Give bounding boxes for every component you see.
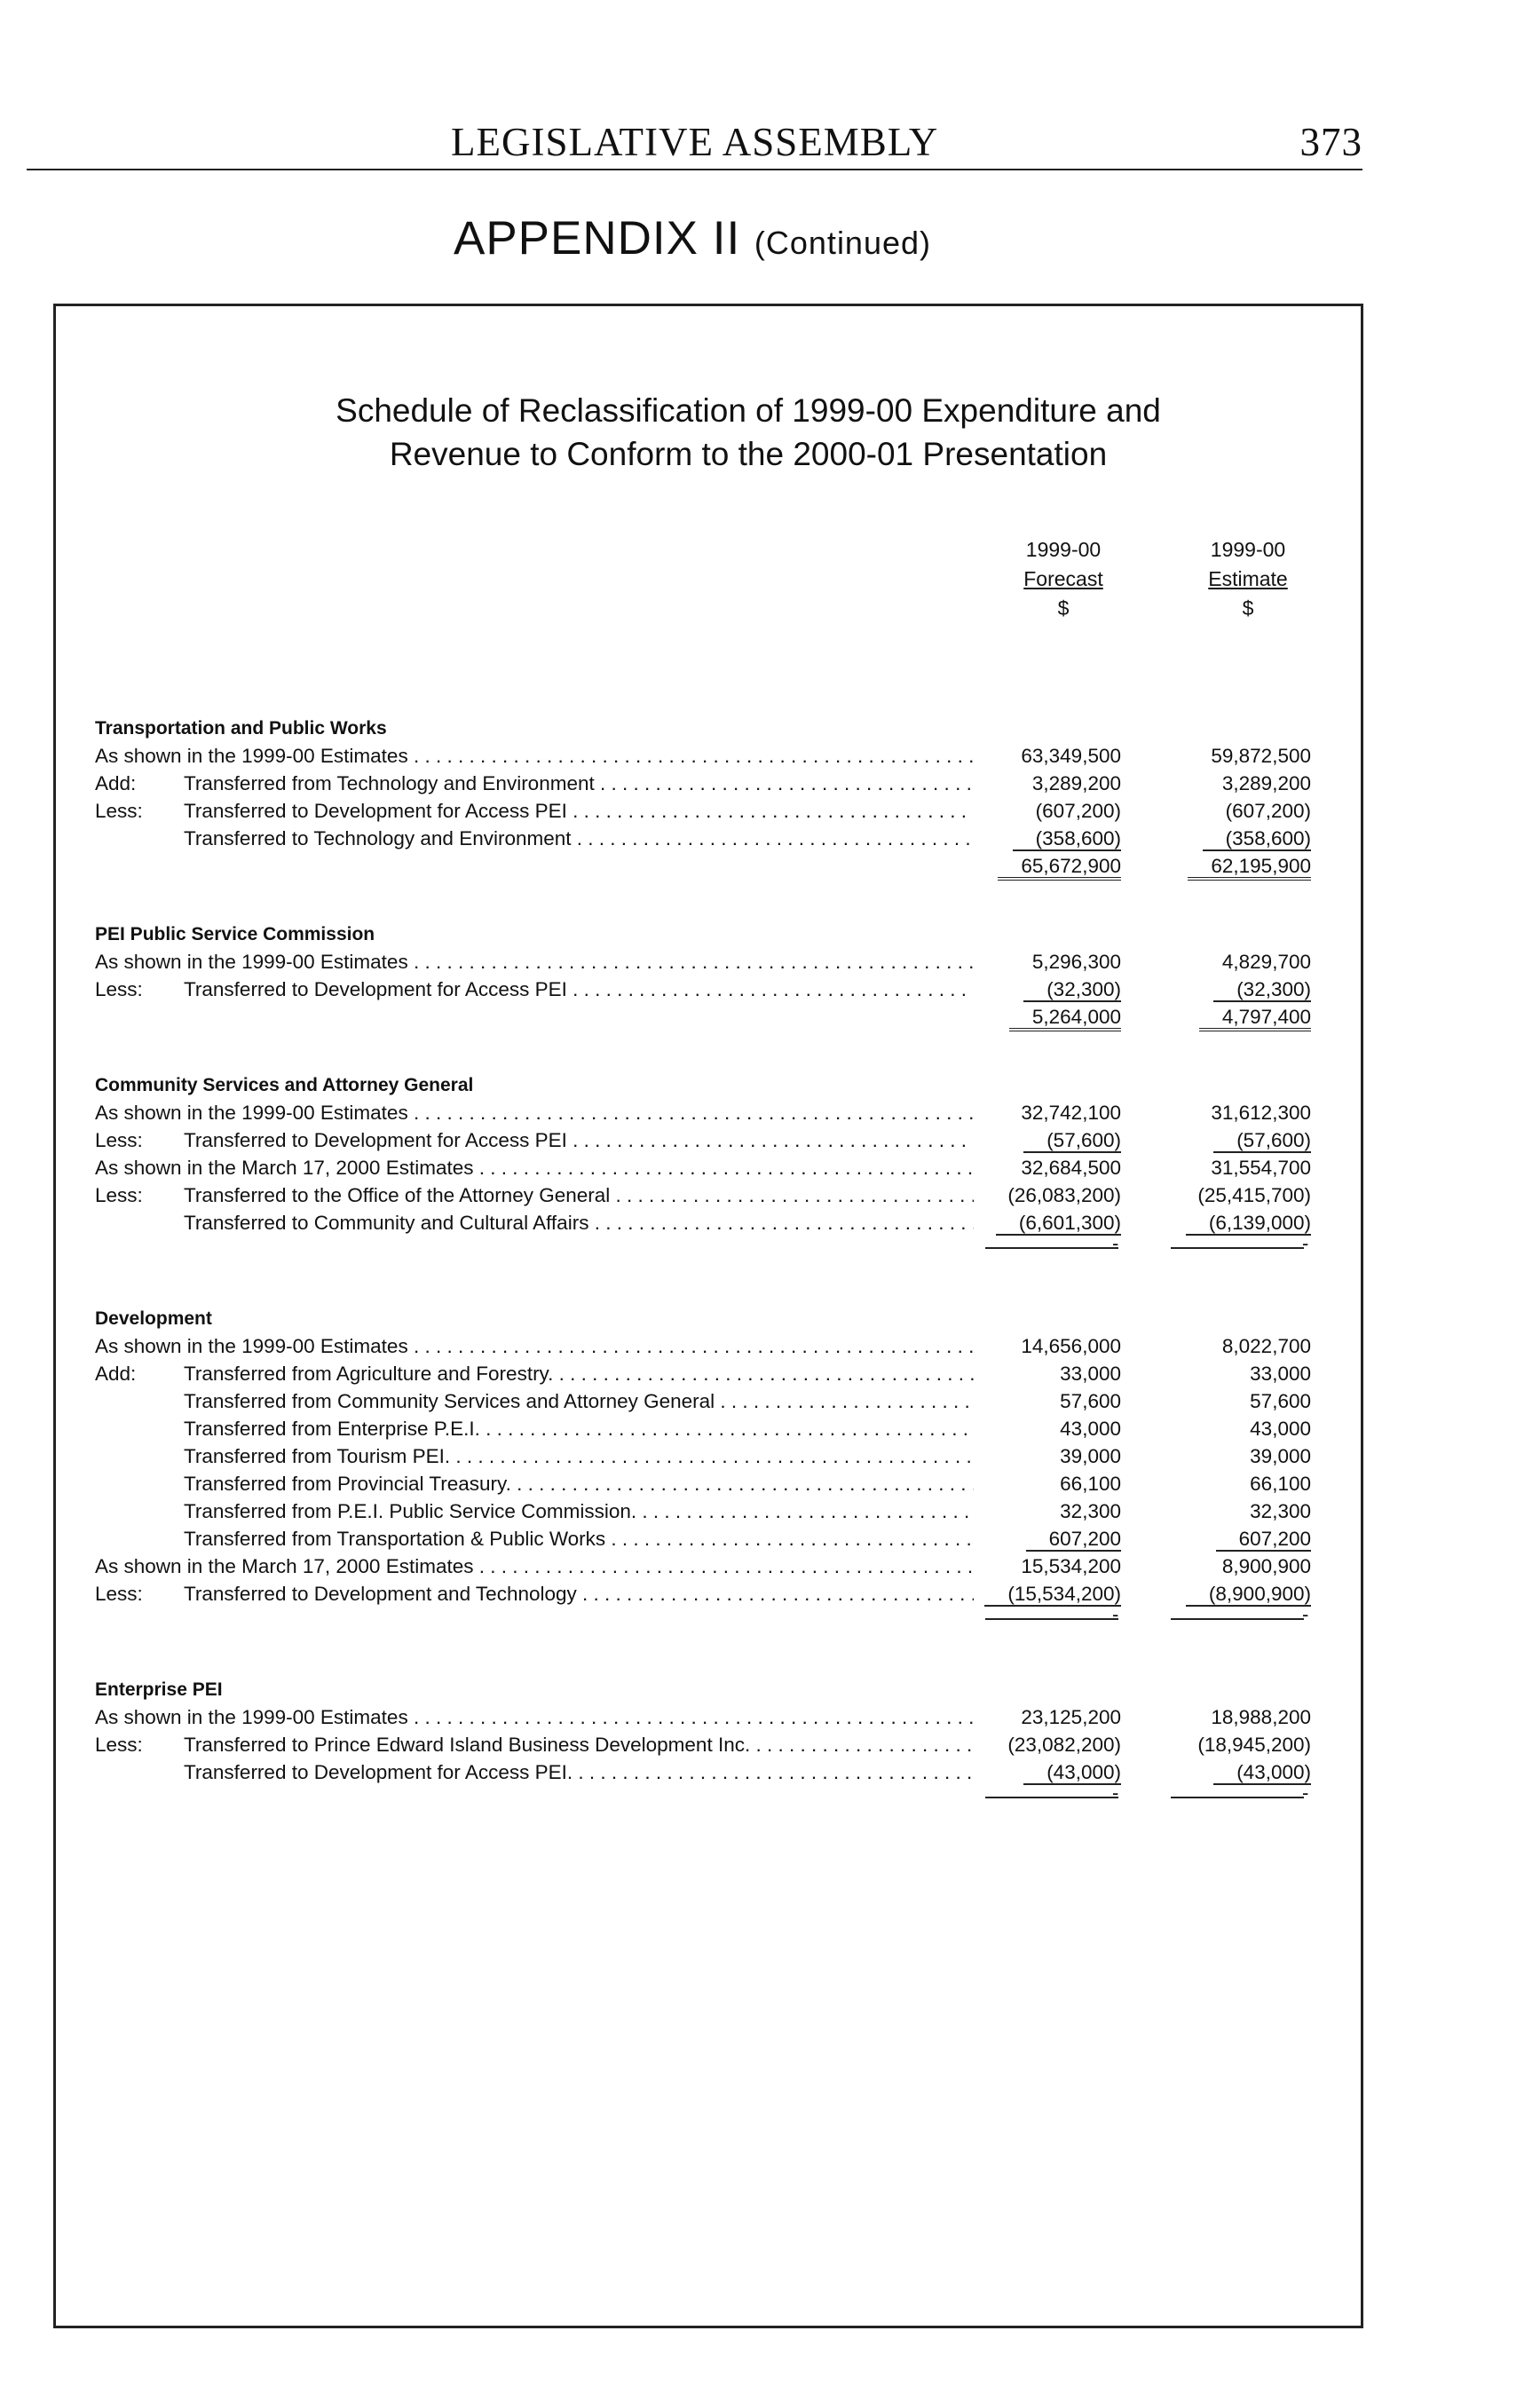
appendix-title <box>0 211 1385 265</box>
section-total-row <box>95 852 1338 880</box>
estimate-total <box>1133 852 1311 880</box>
table-row <box>95 825 1338 852</box>
row-label: Transferred from P.E.I. Public Service Commission. . . . <box>184 1497 974 1525</box>
estimate-value-text: (8,900,900) <box>1186 1583 1311 1607</box>
section-total-row <box>95 1232 1338 1264</box>
row-label: Transferred to Development and Technology . . . <box>184 1580 974 1608</box>
estimate-value <box>1133 976 1311 1003</box>
section-heading <box>95 1071 1338 1099</box>
forecast-value <box>944 1154 1121 1181</box>
forecast-value <box>944 797 1121 825</box>
estimate-value-text: 31,554,700 <box>1211 1157 1311 1179</box>
estimate-value-text: 33,000 <box>1250 1363 1311 1385</box>
forecast-total-rule <box>985 1618 1118 1620</box>
row-prefix: Less: <box>95 800 143 822</box>
estimate-value <box>1133 1415 1311 1442</box>
table-row <box>95 1415 1338 1442</box>
estimate-value <box>1133 1580 1311 1608</box>
section-heading-text: PEI Public Service Commission <box>95 924 375 944</box>
estimate-total-rule <box>1171 1797 1304 1798</box>
forecast-value <box>944 1332 1121 1360</box>
forecast-total-text: 65,672,900 <box>998 855 1121 881</box>
forecast-value-text: (32,300) <box>1023 978 1121 1002</box>
row-label: Transferred to the Office of the Attorney General . . . <box>184 1181 974 1209</box>
estimate-value-text: 66,100 <box>1250 1473 1311 1495</box>
forecast-value-text: (6,601,300) <box>996 1212 1121 1236</box>
schedule-title <box>189 389 1307 476</box>
estimate-value-text: (43,000) <box>1213 1761 1311 1785</box>
row-prefix: Less: <box>95 978 143 1000</box>
forecast-value <box>944 1415 1121 1442</box>
row-label: Transferred from Tourism PEI. . . . <box>184 1442 974 1470</box>
reclassification-table <box>95 715 1338 1813</box>
column-header-forecast <box>975 535 1152 623</box>
running-header <box>27 114 1362 170</box>
forecast-value <box>944 825 1121 852</box>
row-prefix: Add: <box>95 772 137 794</box>
table-row <box>95 1126 1338 1154</box>
forecast-value-text: (23,082,200) <box>1007 1734 1121 1756</box>
section-spacer <box>95 1031 1338 1071</box>
table-row <box>95 1470 1338 1497</box>
table-row <box>95 1332 1338 1360</box>
forecast-value-text: 33,000 <box>1060 1363 1121 1385</box>
forecast-value <box>944 1470 1121 1497</box>
section-spacer <box>95 1264 1338 1305</box>
table-row <box>95 1731 1338 1758</box>
table-row <box>95 1525 1338 1553</box>
forecast-value-text: (43,000) <box>1023 1761 1121 1785</box>
estimate-value <box>1133 1209 1311 1237</box>
forecast-value <box>944 1387 1121 1415</box>
estimate-value <box>1133 1332 1311 1360</box>
table-row <box>95 1442 1338 1470</box>
forecast-value-text: 3,289,200 <box>1031 772 1121 794</box>
row-prefix: Less: <box>95 1184 143 1206</box>
estimate-total-text: 62,195,900 <box>1188 855 1311 881</box>
estimate-value-text: 32,300 <box>1250 1500 1311 1522</box>
section-spacer <box>95 880 1338 920</box>
schedule-frame <box>53 304 1363 2328</box>
column-year: 1999-00 <box>1025 538 1102 561</box>
forecast-value-text: 57,600 <box>1060 1390 1121 1412</box>
estimate-value <box>1133 1181 1311 1209</box>
row-prefix: Add: <box>95 1363 137 1385</box>
forecast-value <box>944 1181 1121 1209</box>
page-number: 373 <box>1299 120 1362 164</box>
row-label: As shown in the March 17, 2000 Estimates . . . <box>95 1154 974 1181</box>
appendix-title-main: APPENDIX II <box>453 212 741 265</box>
row-prefix: Less: <box>95 1734 143 1756</box>
table-row <box>95 1553 1338 1580</box>
running-header-title: LEGISLATIVE ASSEMBLY <box>451 120 939 164</box>
forecast-value <box>944 742 1121 770</box>
table-row <box>95 1181 1338 1209</box>
estimate-value <box>1133 1703 1311 1731</box>
forecast-value-text: 63,349,500 <box>1021 745 1121 767</box>
forecast-value <box>944 1497 1121 1525</box>
column-header-estimate <box>1159 535 1337 623</box>
row-label: Transferred from Technology and Environment . . . <box>184 770 974 797</box>
forecast-value-text: 43,000 <box>1060 1418 1121 1440</box>
table-row <box>95 1209 1338 1237</box>
table-row <box>95 797 1338 825</box>
estimate-value-text: (18,945,200) <box>1197 1734 1311 1756</box>
forecast-value-text: (26,083,200) <box>1007 1184 1121 1206</box>
forecast-value <box>944 1758 1121 1786</box>
schedule-title-line-2: Revenue to Conform to the 2000-01 Presentation <box>389 436 1108 472</box>
estimate-value <box>1133 825 1311 852</box>
row-label: Transferred to Prince Edward Island Business Development Inc. . . . <box>184 1731 974 1758</box>
table-row <box>95 1099 1338 1126</box>
forecast-value-text: 14,656,000 <box>1021 1335 1121 1357</box>
forecast-value-text: 66,100 <box>1060 1473 1121 1495</box>
forecast-value-text: 32,742,100 <box>1021 1102 1121 1124</box>
forecast-value-text: 32,684,500 <box>1021 1157 1121 1179</box>
estimate-value-text: 18,988,200 <box>1211 1706 1311 1728</box>
column-year: 1999-00 <box>1210 538 1286 561</box>
forecast-value <box>944 1442 1121 1470</box>
table-row <box>95 1387 1338 1415</box>
forecast-value-text: 32,300 <box>1060 1500 1121 1522</box>
estimate-total: - <box>1302 1232 1309 1254</box>
row-label: Transferred to Development for Access PEI . . . <box>184 1126 974 1154</box>
table-row <box>95 1758 1338 1786</box>
row-label: As shown in the 1999-00 Estimates . . . <box>95 1703 974 1731</box>
section-heading <box>95 1305 1338 1332</box>
estimate-value <box>1133 1154 1311 1181</box>
forecast-value-text: 39,000 <box>1060 1445 1121 1467</box>
estimate-total-rule <box>1171 1618 1304 1620</box>
section-spacer <box>95 1635 1338 1676</box>
estimate-total-rule <box>1171 1247 1304 1249</box>
forecast-value <box>944 1360 1121 1387</box>
appendix-continued: (Continued) <box>754 225 932 261</box>
section-total-row <box>95 1003 1338 1031</box>
forecast-value <box>944 976 1121 1003</box>
table-row <box>95 770 1338 797</box>
estimate-value-text: (25,415,700) <box>1197 1184 1311 1206</box>
table-row <box>95 1497 1338 1525</box>
row-label: Transferred to Technology and Environment . . . <box>184 825 974 852</box>
forecast-value-text: (57,600) <box>1023 1129 1121 1153</box>
forecast-total-rule <box>985 1797 1118 1798</box>
estimate-value-text: 39,000 <box>1250 1445 1311 1467</box>
forecast-value <box>944 948 1121 976</box>
forecast-value-text: 607,200 <box>1026 1528 1121 1552</box>
estimate-value-text: 8,022,700 <box>1221 1335 1311 1357</box>
column-label: Estimate <box>1208 567 1288 590</box>
section-total-row <box>95 1603 1338 1635</box>
estimate-value <box>1133 1360 1311 1387</box>
forecast-value-text: 15,534,200 <box>1021 1555 1121 1577</box>
estimate-value-text: (57,600) <box>1213 1129 1311 1153</box>
row-prefix: Less: <box>95 1129 143 1151</box>
estimate-total-text: 4,797,400 <box>1199 1006 1311 1031</box>
section-total-row <box>95 1782 1338 1813</box>
forecast-value <box>944 1126 1121 1154</box>
row-label: Transferred to Development for Access PEI . . . <box>184 797 974 825</box>
estimate-value <box>1133 1758 1311 1786</box>
forecast-total: - <box>1112 1782 1119 1804</box>
row-label: As shown in the 1999-00 Estimates . . . <box>95 948 974 976</box>
estimate-value <box>1133 1553 1311 1580</box>
row-label: Transferred to Community and Cultural Affairs . . . <box>184 1209 974 1237</box>
estimate-total <box>1133 1003 1311 1031</box>
forecast-value <box>944 770 1121 797</box>
estimate-value-text: 607,200 <box>1216 1528 1311 1552</box>
section-heading-text: Transportation and Public Works <box>95 718 387 739</box>
forecast-value-text: (15,534,200) <box>984 1583 1121 1607</box>
forecast-total-rule <box>985 1247 1118 1249</box>
estimate-value-text: 4,829,700 <box>1221 951 1311 973</box>
row-label: Transferred from Transportation & Public Works . . . <box>184 1525 974 1553</box>
forecast-value <box>944 1099 1121 1126</box>
estimate-total: - <box>1302 1603 1309 1625</box>
forecast-total <box>944 1003 1121 1031</box>
row-label: As shown in the 1999-00 Estimates . . . <box>95 742 974 770</box>
estimate-value-text: (607,200) <box>1225 800 1311 822</box>
row-label: Transferred from Provincial Treasury. . . . <box>184 1470 974 1497</box>
section-heading <box>95 1676 1338 1703</box>
estimate-value <box>1133 1731 1311 1758</box>
forecast-value <box>944 1209 1121 1237</box>
row-prefix: Less: <box>95 1583 143 1605</box>
forecast-total: - <box>1112 1603 1119 1625</box>
section-heading-text: Enterprise PEI <box>95 1679 223 1700</box>
row-label: As shown in the 1999-00 Estimates . . . <box>95 1099 974 1126</box>
table-row <box>95 1154 1338 1181</box>
estimate-value-text: 3,289,200 <box>1221 772 1311 794</box>
table-row <box>95 976 1338 1003</box>
estimate-value <box>1133 742 1311 770</box>
estimate-value-text: (6,139,000) <box>1186 1212 1311 1236</box>
estimate-value-text: 59,872,500 <box>1211 745 1311 767</box>
forecast-value <box>944 1553 1121 1580</box>
forecast-total <box>944 852 1121 880</box>
estimate-value <box>1133 770 1311 797</box>
row-label: As shown in the 1999-00 Estimates . . . <box>95 1332 974 1360</box>
forecast-value-text: (607,200) <box>1035 800 1121 822</box>
estimate-value <box>1133 797 1311 825</box>
estimate-value <box>1133 1099 1311 1126</box>
table-row <box>95 1360 1338 1387</box>
estimate-value-text: 8,900,900 <box>1221 1555 1311 1577</box>
estimate-value <box>1133 1442 1311 1470</box>
estimate-value-text: 43,000 <box>1250 1418 1311 1440</box>
column-unit: $ <box>1057 597 1070 620</box>
estimate-value <box>1133 1126 1311 1154</box>
estimate-value <box>1133 948 1311 976</box>
forecast-value <box>944 1580 1121 1608</box>
estimate-value <box>1133 1497 1311 1525</box>
row-label: Transferred from Agriculture and Forestry. . . . <box>184 1360 974 1387</box>
estimate-value <box>1133 1387 1311 1415</box>
forecast-value-text: (358,600) <box>1013 827 1121 851</box>
estimate-value <box>1133 1470 1311 1497</box>
forecast-value <box>944 1525 1121 1553</box>
table-row <box>95 742 1338 770</box>
table-row <box>95 948 1338 976</box>
estimate-value-text: 57,600 <box>1250 1390 1311 1412</box>
row-label: Transferred to Development for Access PEI . . . <box>184 976 974 1003</box>
estimate-value <box>1133 1525 1311 1553</box>
forecast-value <box>944 1731 1121 1758</box>
forecast-value-text: 5,296,300 <box>1031 951 1121 973</box>
column-unit: $ <box>1242 597 1254 620</box>
section-heading <box>95 715 1338 742</box>
schedule-title-line-1: Schedule of Reclassification of 1999-00 Expenditure and <box>336 392 1161 429</box>
row-label: Transferred from Enterprise P.E.I. . . . <box>184 1415 974 1442</box>
column-label: Forecast <box>1023 567 1103 590</box>
forecast-total: - <box>1112 1232 1119 1254</box>
row-label: Transferred from Community Services and Attorney General . . . <box>184 1387 974 1415</box>
estimate-value-text: (358,600) <box>1203 827 1311 851</box>
section-heading-text: Development <box>95 1308 212 1329</box>
estimate-value-text: 31,612,300 <box>1211 1102 1311 1124</box>
table-row <box>95 1580 1338 1608</box>
estimate-total: - <box>1302 1782 1309 1804</box>
section-heading-text: Community Services and Attorney General <box>95 1075 474 1095</box>
table-row <box>95 1703 1338 1731</box>
row-label: As shown in the March 17, 2000 Estimates . . . <box>95 1553 974 1580</box>
forecast-total-text: 5,264,000 <box>1009 1006 1121 1031</box>
section-heading <box>95 920 1338 948</box>
forecast-value <box>944 1703 1121 1731</box>
forecast-value-text: 23,125,200 <box>1021 1706 1121 1728</box>
estimate-value-text: (32,300) <box>1213 978 1311 1002</box>
row-label: Transferred to Development for Access PEI. . . . <box>184 1758 974 1786</box>
